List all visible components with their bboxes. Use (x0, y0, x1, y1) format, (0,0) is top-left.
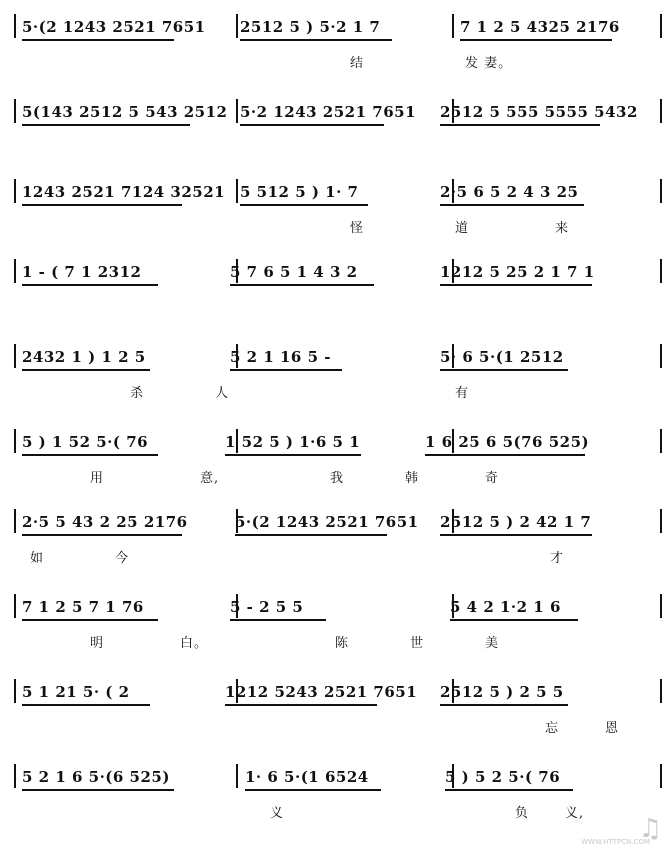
lyric-syllable: 怪 (350, 221, 365, 236)
lyric-syllable: 恩 (605, 721, 620, 736)
beam-underline (230, 619, 326, 621)
lyric-syllable: 我 (330, 471, 345, 486)
beam-underline (440, 284, 592, 286)
beam-underline (22, 454, 158, 456)
beam-underline (240, 124, 384, 126)
barline (14, 179, 16, 203)
measure-notes: 1 - ( 7 1 2312 (22, 263, 142, 281)
staff-system (0, 245, 670, 323)
barline (236, 14, 238, 38)
barline (14, 509, 16, 533)
measure-notes: 5 4 2 1·2 1 6 (450, 598, 561, 616)
lyric-syllable: 白。 (180, 636, 209, 651)
watermark-url: WWW.HTTPCN.COM (581, 838, 650, 846)
lyric-syllable: 道 (455, 221, 470, 236)
beam-underline (450, 619, 578, 621)
lyric-syllable: 来 (555, 221, 570, 236)
measure-notes: 5 512 5 ) 1· 7 (240, 183, 359, 201)
barline (14, 99, 16, 123)
measure-notes: 2512 5 555 5555 5432 (440, 103, 638, 121)
barline (660, 179, 662, 203)
barline (660, 764, 662, 788)
beam-underline (440, 204, 584, 206)
measure-notes: 2·5 5 43 2 25 2176 (22, 513, 188, 531)
beam-underline (225, 704, 377, 706)
lyric-syllable: 世 (410, 636, 425, 651)
measure-notes: 5·(2 1243 2521 7651 (235, 513, 419, 531)
beam-underline (460, 39, 612, 41)
measure-notes: 2512 5 ) 5·2 1 7 (240, 18, 381, 36)
measure-notes: 2512 5 ) 2 42 1 7 (440, 513, 592, 531)
beam-underline (22, 619, 158, 621)
staff-system (0, 580, 670, 658)
barline (660, 99, 662, 123)
barline (660, 14, 662, 38)
barline (14, 429, 16, 453)
beam-underline (22, 204, 182, 206)
lyric-syllable: 陈 (335, 636, 350, 651)
measure-notes: 5 7 6 5 1 4 3 2 (230, 263, 358, 281)
lyric-syllable: 负 (515, 806, 530, 821)
barline (660, 679, 662, 703)
lyric-syllable: 奇 (485, 471, 500, 486)
measure-notes: 2512 5 ) 2 5 5 (440, 683, 564, 701)
lyric-syllable: 杀 (130, 386, 145, 401)
measure-notes: 5·2 1243 2521 7651 (240, 103, 417, 121)
measure-notes: 5·(2 1243 2521 7651 (22, 18, 206, 36)
beam-underline (445, 789, 573, 791)
beam-underline (425, 454, 585, 456)
lyric-syllable: 发 妻。 (465, 56, 513, 71)
measure-notes: 7 1 2 5 7 1 76 (22, 598, 144, 616)
barline (14, 14, 16, 38)
beam-underline (245, 789, 381, 791)
barline (236, 764, 238, 788)
beam-underline (230, 369, 342, 371)
barline (452, 14, 454, 38)
beam-underline (22, 124, 190, 126)
staff-system (0, 415, 670, 493)
measure-notes: 5 ) 1 52 5·( 76 (22, 433, 149, 451)
barline (14, 259, 16, 283)
beam-underline (440, 534, 592, 536)
staff-system (0, 165, 670, 243)
measure-notes: 1212 5243 2521 7651 (225, 683, 418, 701)
lyric-syllable: 才 (550, 551, 565, 566)
barline (236, 179, 238, 203)
beam-underline (225, 454, 361, 456)
lyric-syllable: 忘 (545, 721, 560, 736)
measure-notes: 1243 2521 7124 32521 (22, 183, 226, 201)
staff-system (0, 330, 670, 408)
measure-notes: 1212 5 25 2 1 7 1 (440, 263, 595, 281)
beam-underline (240, 39, 392, 41)
measure-notes: 2432 1 ) 1 2 5 (22, 348, 146, 366)
beam-underline (22, 39, 174, 41)
lyric-syllable: 意, (200, 471, 220, 486)
watermark-logo: ♫ (638, 814, 662, 844)
beam-underline (22, 789, 174, 791)
lyric-syllable: 如 (30, 551, 45, 566)
beam-underline (22, 284, 158, 286)
measure-notes: 7 1 2 5 4325 2176 (460, 18, 620, 36)
measure-notes: 5(143 2512 5 543 2512 (22, 103, 228, 121)
measure-notes: 5· 6 5·(1 2512 (440, 348, 564, 366)
lyric-syllable: 结 (350, 56, 365, 71)
barline (14, 594, 16, 618)
beam-underline (22, 704, 150, 706)
barline (14, 764, 16, 788)
measure-notes: 5 ) 5 2 5·( 76 (445, 768, 561, 786)
measure-notes: 2·5 6 5 2 4 3 25 (440, 183, 579, 201)
staff-system (0, 85, 670, 163)
beam-underline (22, 369, 150, 371)
measure-notes: 1· 6 5·(1 6524 (245, 768, 369, 786)
lyric-syllable: 义 (270, 806, 285, 821)
staff-system (0, 665, 670, 743)
barline (14, 679, 16, 703)
beam-underline (440, 704, 568, 706)
beam-underline (440, 369, 568, 371)
beam-underline (235, 534, 387, 536)
beam-underline (22, 534, 182, 536)
measure-notes: 5 2 1 6 5·(6 525) (22, 768, 170, 786)
lyric-syllable: 今 (115, 551, 130, 566)
beam-underline (440, 124, 600, 126)
lyric-syllable: 韩 (405, 471, 420, 486)
lyric-syllable: 人 (215, 386, 230, 401)
lyric-syllable: 有 (455, 386, 470, 401)
lyric-syllable: 用 (90, 471, 105, 486)
barline (660, 509, 662, 533)
beam-underline (240, 204, 368, 206)
lyric-syllable: 明 (90, 636, 105, 651)
measure-notes: 5 2 1 16 5 - (230, 348, 331, 366)
barline (660, 259, 662, 283)
measure-notes: 1 52 5 ) 1·6 5 1 (225, 433, 361, 451)
lyric-syllable: 美 (485, 636, 500, 651)
barline (660, 429, 662, 453)
barline (236, 99, 238, 123)
barline (660, 594, 662, 618)
measure-notes: 5 - 2 5 5 (230, 598, 304, 616)
barline (14, 344, 16, 368)
staff-system (0, 495, 670, 573)
staff-system (0, 0, 670, 78)
lyric-syllable: 义, (565, 806, 585, 821)
barline (660, 344, 662, 368)
beam-underline (230, 284, 374, 286)
measure-notes: 1 6 25 6 5(76 525) (425, 433, 590, 451)
measure-notes: 5 1 21 5· ( 2 (22, 683, 130, 701)
staff-system (0, 750, 670, 828)
